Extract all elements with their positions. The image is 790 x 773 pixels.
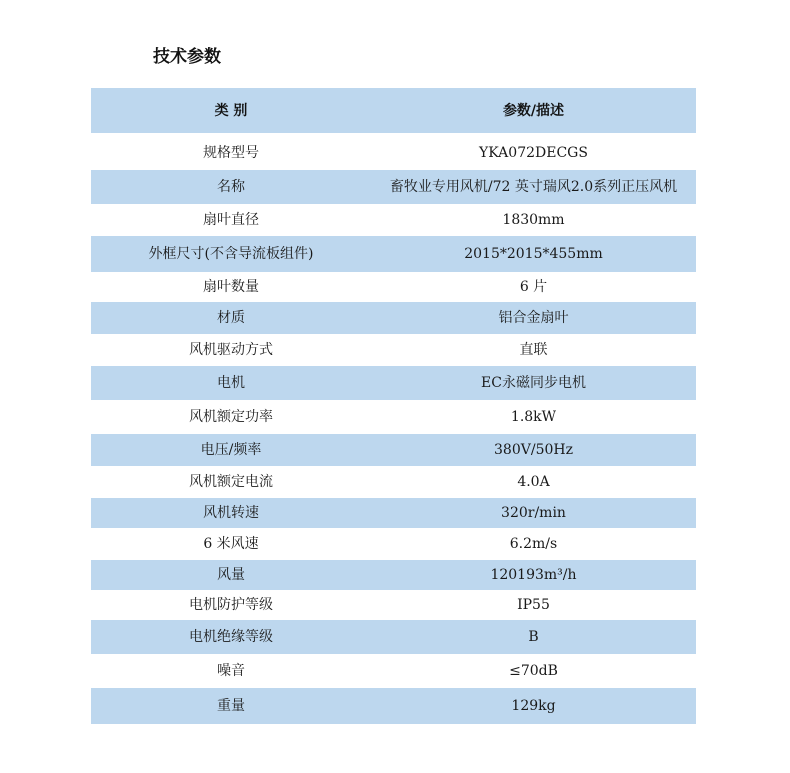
table-row [91,302,696,334]
spec-category-cell: 电机 [91,366,371,400]
spec-value-cell: 畜牧业专用风机/72 英寸瑞风2.0系列正压风机 [371,170,696,204]
spec-value-cell: 1830mm [371,204,696,236]
spec-category-cell: 材质 [91,302,371,334]
spec-table [91,88,696,724]
spec-category-cell: 扇叶数量 [91,272,371,302]
table-row [91,688,696,724]
spec-category-cell: 电机防护等级 [91,590,371,620]
table-row [91,170,696,204]
spec-value-cell: 2015*2015*455mm [371,236,696,272]
spec-value-cell: 120193m³/h [371,560,696,590]
table-row [91,236,696,272]
table-row [91,654,696,688]
spec-value-cell: YKA072DECGS [371,134,696,170]
spec-value-cell: 320r/min [371,498,696,528]
table-row [91,204,696,236]
spec-value-cell: IP55 [371,590,696,620]
spec-table-body [91,134,696,724]
spec-category-cell: 风机转速 [91,498,371,528]
table-row [91,620,696,654]
column-header-category: 类 别 [91,88,371,134]
table-row [91,498,696,528]
spec-category-cell: 6 米风速 [91,528,371,560]
spec-value-cell: 6 片 [371,272,696,302]
spec-value-cell: 直联 [371,334,696,366]
spec-category-cell: 风机额定功率 [91,400,371,434]
table-header-row [91,88,696,134]
table-row [91,434,696,466]
spec-value-cell: B [371,620,696,654]
spec-category-cell: 规格型号 [91,134,371,170]
page-title: 技术参数 [153,47,221,67]
table-row [91,466,696,498]
spec-category-cell: 名称 [91,170,371,204]
table-row [91,334,696,366]
table-row [91,560,696,590]
spec-category-cell: 风机驱动方式 [91,334,371,366]
spec-category-cell: 外框尺寸(不含导流板组件) [91,236,371,272]
spec-value-cell: 129kg [371,688,696,724]
table-row [91,366,696,400]
spec-value-cell: ≤70dB [371,654,696,688]
spec-value-cell: EC永磁同步电机 [371,366,696,400]
spec-category-cell: 电机绝缘等级 [91,620,371,654]
table-row [91,272,696,302]
table-row [91,528,696,560]
spec-value-cell: 6.2m/s [371,528,696,560]
spec-category-cell: 电压/频率 [91,434,371,466]
spec-category-cell: 扇叶直径 [91,204,371,236]
table-row [91,590,696,620]
column-header-description: 参数/描述 [371,88,696,134]
spec-category-cell: 噪音 [91,654,371,688]
spec-value-cell: 380V/50Hz [371,434,696,466]
spec-value-cell: 1.8kW [371,400,696,434]
spec-value-cell: 铝合金扇叶 [371,302,696,334]
table-row [91,400,696,434]
spec-category-cell: 风量 [91,560,371,590]
spec-value-cell: 4.0A [371,466,696,498]
spec-category-cell: 重量 [91,688,371,724]
spec-category-cell: 风机额定电流 [91,466,371,498]
table-row [91,134,696,170]
